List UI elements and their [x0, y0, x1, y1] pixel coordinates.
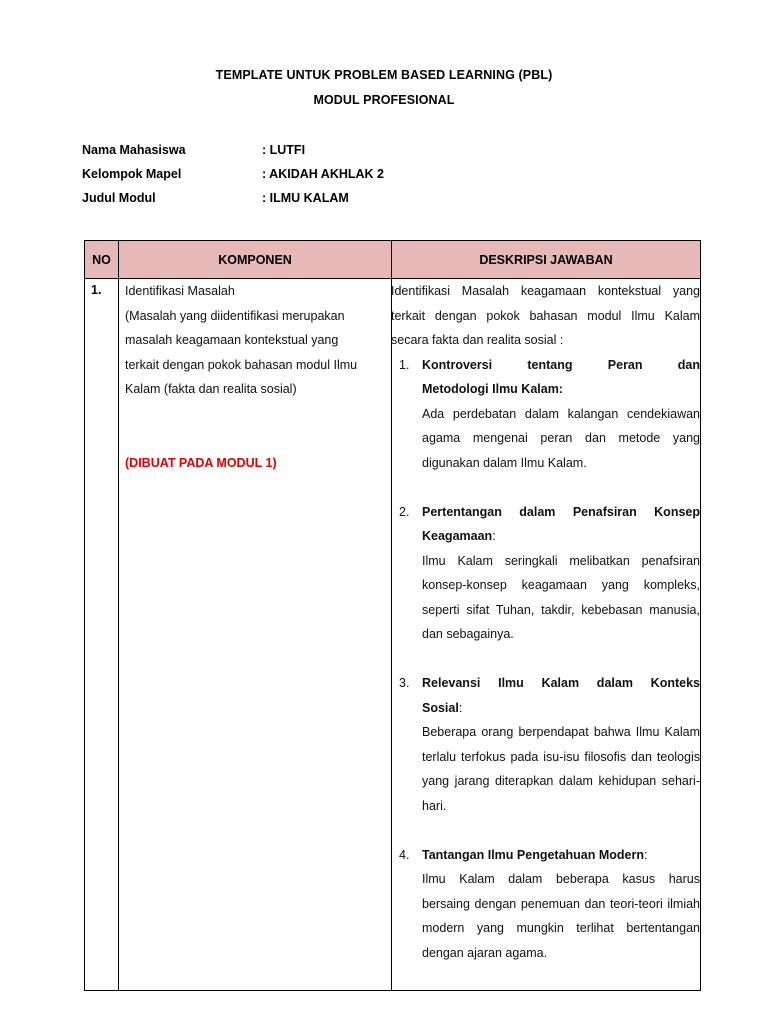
item-heading: Tantangan Ilmu Pengetahuan Modern [422, 847, 645, 862]
header-no: NO [85, 241, 119, 279]
list-item [392, 843, 700, 966]
komponen-cell [119, 279, 392, 991]
item-body: Ilmu Kalam dalam beberapa kasus harus bersaing dengan penemuan dan teori-teori ilmiah modern yang mungkin terlihat bertentangan dengan ajaran agama. [422, 872, 700, 960]
deskripsi-cell [392, 279, 701, 991]
info-value: : AKIDAH AKHLAK 2 [262, 167, 384, 181]
item-number: 4. [399, 847, 410, 862]
info-label: Kelompok Mapel [82, 167, 182, 181]
item-heading-suffix: : [644, 847, 648, 862]
header-deskripsi: DESKRIPSI JAWABAN [392, 241, 701, 279]
row-number: 1. [85, 279, 119, 991]
info-label: Nama Mahasiswa [82, 143, 186, 157]
list-item [392, 500, 700, 647]
header-komponen: KOMPONEN [119, 241, 392, 279]
deskripsi-intro: Identifikasi Masalah keagamaan kontekstual yang terkait dengan pokok bahasan modul Ilmu Kalam secara fakta dan realita sosial : [391, 284, 700, 347]
table-header-row [85, 241, 701, 279]
item-heading-suffix: : [458, 700, 463, 715]
item-heading: Pertentangan dalam Penafsiran Konsep [422, 504, 700, 519]
item-heading: Relevansi Ilmu Kalam dalam Konteks [422, 676, 700, 690]
list-item [392, 671, 700, 818]
document-title: TEMPLATE UNTUK PROBLEM BASED LEARNING (PBL) [215, 68, 553, 82]
info-value: : ILMU KALAM [262, 191, 349, 205]
item-body: Ada perdebatan dalam kalangan cendekiawan agama mengenai peran dan metode yang digunakan dalam Ilmu Kalam. [422, 406, 700, 470]
item-body: Ilmu Kalam seringkali melibatkan penafsiran konsep-konsep keagamaan yang kompleks, seperti sifat Tuhan, takdir, kebebasan manusia, dan sebagainya. [422, 553, 700, 641]
item-heading: Keagamaan [422, 529, 493, 543]
pbl-table [84, 240, 701, 991]
item-number: 1. [399, 357, 410, 372]
item-heading-suffix: : [492, 529, 496, 543]
item-heading: Metodologi Ilmu Kalam: [422, 382, 563, 396]
document-subtitle: MODUL PROFESIONAL [313, 93, 455, 107]
komponen-description: (Masalah yang diidentifikasi merupakan masalah keagamaan kontekstual yang terkait dengan pokok bahasan modul Ilmu Kalam (fakta dan realita sosial) [125, 308, 358, 396]
info-label: Judul Modul [82, 191, 156, 205]
info-value: : LUTFI [262, 143, 306, 157]
item-heading: Sosial [422, 700, 459, 715]
komponen-title: Identifikasi Masalah [125, 284, 235, 298]
table-row [85, 279, 701, 991]
item-number: 2. [399, 504, 410, 519]
problem-list [392, 353, 700, 966]
list-item [392, 353, 700, 476]
komponen-note: (DIBUAT PADA MODUL 1) [125, 455, 277, 470]
item-body: Beberapa orang berpendapat bahwa Ilmu Kalam terlalu terfokus pada isu-isu filosofis dan teologis yang jarang diterapkan dalam kehidupan sehari-hari. [422, 725, 700, 813]
item-heading: Kontroversi tentang Peran dan [422, 357, 700, 372]
item-number: 3. [399, 676, 410, 690]
